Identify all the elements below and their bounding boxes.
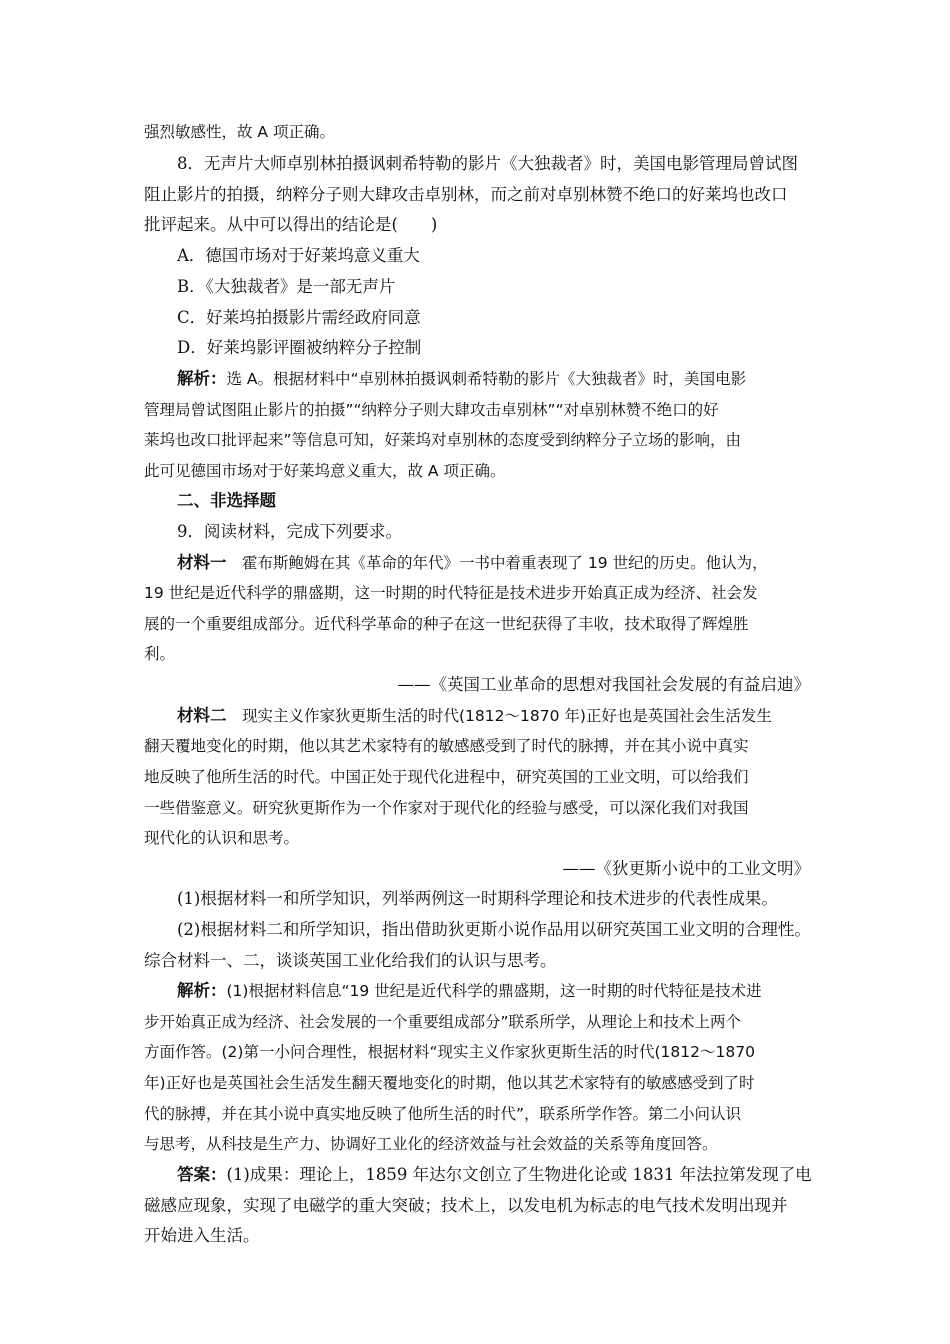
text-line: 阻止影片的拍摄，纳粹分子则大肆攻击卓别林，而之前对卓别林赞不绝口的好莱坞也改口	[144, 185, 788, 204]
text-line: 现代化的认识和思考。	[144, 829, 300, 847]
text-line: 展的一个重要组成部分。近代科学革命的种子在这一世纪获得了丰收，技术取得了辉煌胜	[144, 615, 749, 633]
text-line: 与思考，从科技是生产力、协调好工业化的经济效益与社会效益的关系等角度回答。	[144, 1135, 718, 1153]
analysis-line	[177, 368, 746, 390]
text-line: 一些借鉴意义。研究狄更斯作为一个作家对于现代化的经验与感受，可以深化我们对我国	[144, 799, 749, 817]
material-two-text: 现实主义作家狄更斯生活的时代(1812～1870 年)正好也是英国社会生活发生	[226, 707, 772, 725]
material-one-line	[177, 552, 768, 574]
material-two-line	[177, 705, 772, 727]
source-citation: ——《狄更斯小说中的工业文明》	[562, 859, 810, 878]
text-line: 综合材料一、二，谈谈英国工业化给我们的认识与思考。	[144, 951, 557, 970]
answer-label: 答案：	[177, 1165, 227, 1184]
sub-question-2: (2)根据材料二和所学知识，指出借助狄更斯小说作品用以研究英国工业文明的合理性。	[177, 920, 811, 939]
option-b: B．《大独裁者》是一部无声片	[177, 277, 396, 296]
text-line: 莱坞也改口批评起来”等信息可知，好莱坞对卓别林的态度受到纳粹分子立场的影响，由	[144, 431, 742, 449]
section-heading: 二、非选择题	[177, 491, 276, 510]
text-line: 方面作答。(2)第一小问合理性，根据材料“现实主义作家狄更斯生活的时代(1812～1870	[144, 1043, 755, 1061]
option-c: C．好莱坞拍摄影片需经政府同意	[177, 308, 421, 327]
analysis-text: (1)根据材料信息“19 世纪是近代科学的鼎盛期，这一时期的时代特征是技术进	[226, 982, 762, 1000]
answer-line	[177, 1164, 812, 1186]
option-d: D．好莱坞影评圈被纳粹分子控制	[177, 338, 422, 357]
source-citation: ——《英国工业革命的思想对我国社会发展的有益启迪》	[397, 675, 810, 694]
analysis-label: 解析：	[177, 369, 227, 388]
text-line: 地反映了他所生活的时代。中国正处于现代化进程中，研究英国的工业文明，可以给我们	[144, 768, 749, 786]
text-line: 批评起来。从中可以得出的结论是( )	[144, 215, 438, 234]
material-one-text: 霍布斯鲍姆在其《革命的年代》一书中着重表现了 19 世纪的历史。他认为，	[226, 554, 768, 572]
text-line: 代的脉搏，并在其小说中真实地反映了他所生活的时代”，联系所学作答。第二小问认识	[144, 1105, 742, 1123]
text-line: 强烈敏感性，故 A 项正确。	[144, 123, 335, 141]
text-line: 磁感应现象，实现了电磁学的重大突破；技术上，以发电机为标志的电气技术发明出现并	[144, 1196, 788, 1215]
text-line: 此可见德国市场对于好莱坞意义重大，故 A 项正确。	[144, 462, 506, 480]
option-a: A．德国市场对于好莱坞意义重大	[177, 246, 420, 265]
material-two-label: 材料二	[177, 706, 227, 725]
answer-text: (1)成果：理论上，1859 年达尔文创立了生物进化论或 1831 年法拉第发现了电	[226, 1165, 812, 1184]
sub-question-1: (1)根据材料一和所学知识，列举两例这一时期科学理论和技术进步的代表性成果。	[177, 889, 778, 908]
text-line: 开始进入生活。	[144, 1226, 260, 1245]
text-line: 翻天覆地变化的时期，他以其艺术家特有的敏感感受到了时代的脉搏，并在其小说中真实	[144, 737, 749, 755]
text-line: 利。	[144, 645, 176, 663]
analysis-label: 解析：	[177, 981, 227, 1000]
material-one-label: 材料一	[177, 553, 227, 572]
analysis-text: 选 A。根据材料中“卓别林拍摄讽刺希特勒的影片《大独裁者》时，美国电影	[226, 370, 747, 388]
question-8-stem: 8．无声片大师卓别林拍摄讽刺希特勒的影片《大独裁者》时，美国电影管理局曾试图	[177, 154, 798, 173]
text-line: 步开始真正成为经济、社会发展的一个重要组成部分”联系所学，从理论上和技术上两个	[144, 1013, 742, 1031]
text-line: 年)正好也是英国社会生活发生翻天覆地变化的时期，他以其艺术家特有的敏感感受到了时	[144, 1074, 755, 1092]
analysis-line	[177, 980, 762, 1002]
question-9-stem: 9．阅读材料，完成下列要求。	[177, 522, 402, 541]
text-line: 管理局曾试图阻止影片的拍摄”“纳粹分子则大肆攻击卓别林”“对卓别林赞不绝口的好	[144, 401, 719, 419]
text-line: 19 世纪是近代科学的鼎盛期，这一时期的时代特征是技术进步开始真正成为经济、社会发	[144, 584, 758, 602]
